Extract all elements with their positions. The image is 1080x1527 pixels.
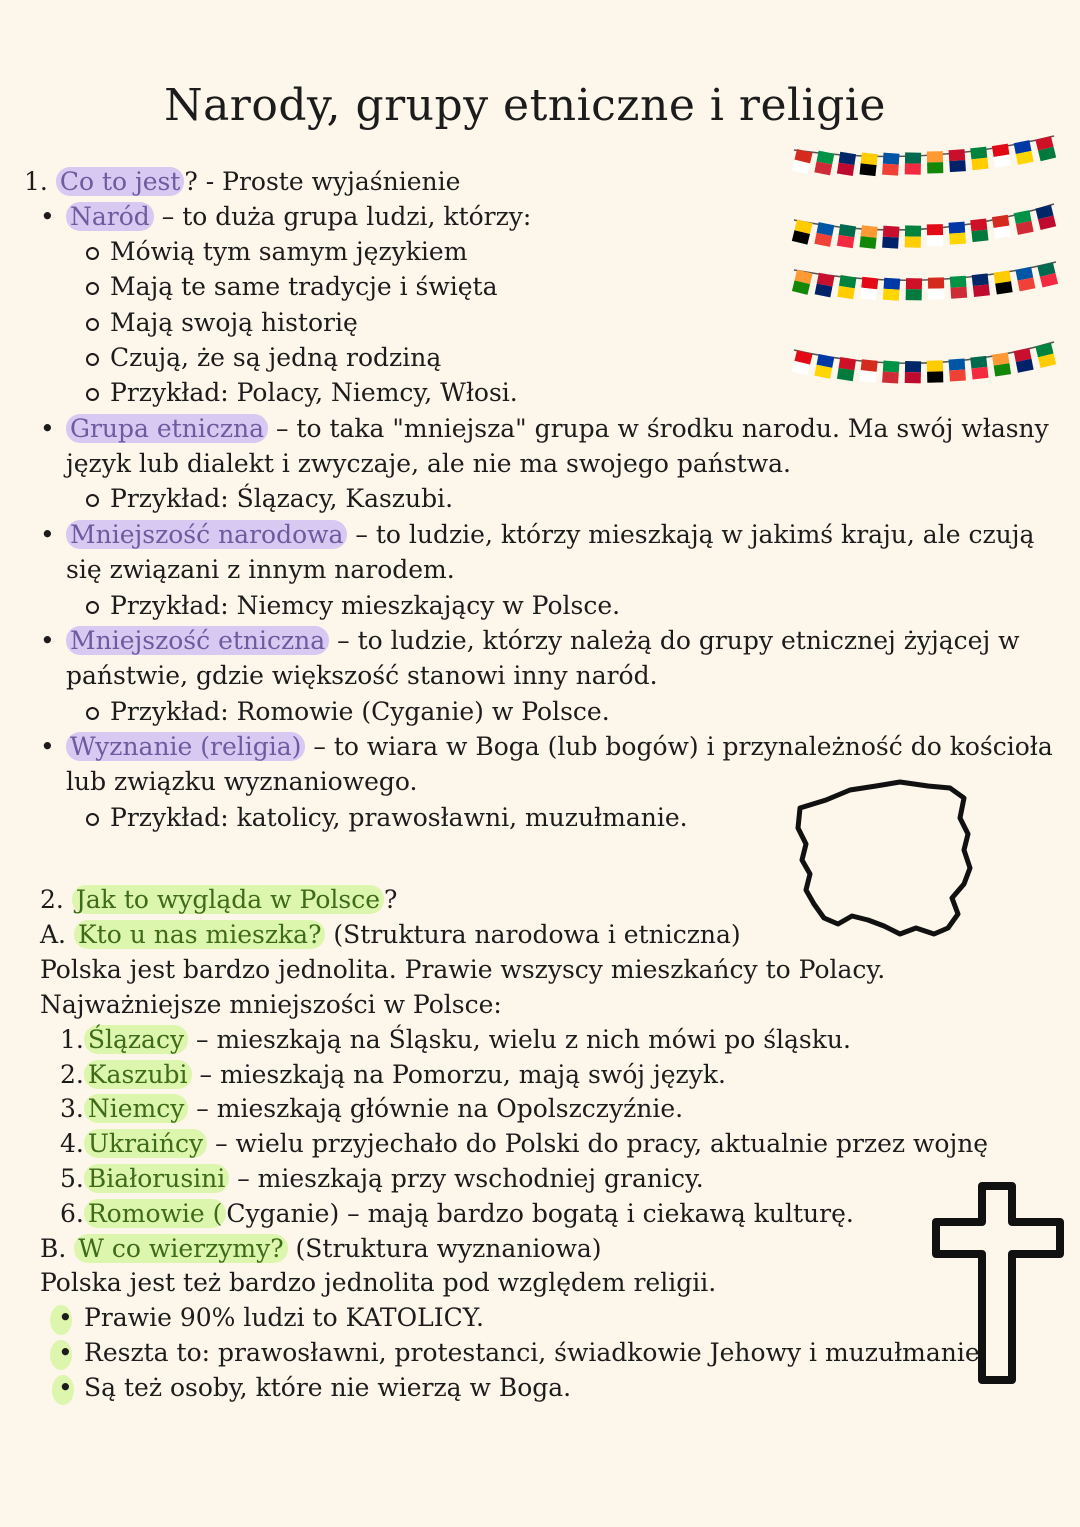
list-item: • Prawie 90% ludzi to KATOLICY. [84,1300,484,1335]
list-item: Przykład: Romowie (Cyganie) w Polsce. [110,694,610,729]
section2b-heading: B. W co wierzymy? (Struktura wyznaniowa) [40,1234,602,1263]
section1-heading: 1. Co to jest ? - Proste wyjaśnienie [24,167,461,196]
mniejszosc-etniczna-cont: państwie, gdzie większość stanowi inny naród. [66,661,658,690]
poland-map-icon [788,778,978,950]
list-item: 6. Romowie ( Cyganie) – mają bardzo bogatą i ciekawą kulturę. [60,1199,854,1228]
list-item: 4. Ukraińcy – wielu przyjechało do Polski do pracy, aktualnie przez wojnę [60,1129,989,1158]
narod-definition: • Naród – to duża grupa ludzi, którzy: [66,199,531,234]
section2-heading: 2. Jak to wygląda w Polsce ? [40,885,398,914]
list-item: Czują, że są jedną rodziną [110,340,441,375]
list-item: Mówią tym samym językiem [110,234,467,269]
page-title: Narody, grupy etniczne i religie [164,80,886,131]
wyznanie-definition: • Wyznanie (religia) – to wiara w Boga (lub bogów) i przynależność do kościoła [66,729,1053,764]
grupa-definition: • Grupa etniczna – to taka "mniejsza" grupa w środku narodu. Ma swój własny [66,411,1049,446]
list-item: 5. Białorusini – mieszkają przy wschodniej granicy. [60,1164,704,1193]
list-item: Przykład: Ślązacy, Kaszubi. [110,481,453,516]
cross-icon [930,1180,1066,1386]
list-item: 1. Ślązacy – mieszkają na Śląsku, wielu z nich mówi po śląsku. [60,1025,851,1054]
list-item: 2. Kaszubi – mieszkają na Pomorzu, mają swój język. [60,1060,726,1089]
mniejszosc-narodowa-definition: • Mniejszość narodowa – to ludzie, którzy mieszkają w jakimś kraju, ale czują [66,517,1034,552]
list-item: • Są też osoby, które nie wierzą w Boga. [84,1370,571,1405]
paragraph: Polska jest bardzo jednolita. Prawie wszyscy mieszkańcy to Polacy. [40,955,886,984]
mniejszosc-narodowa-cont: się związani z innym narodem. [66,555,455,584]
list-item: Mają swoją historię [110,305,358,340]
grupa-definition-cont: język lub dialekt i zwyczaje, ale nie ma swojego państwa. [66,449,791,478]
paragraph: Polska jest też bardzo jednolita pod względem religii. [40,1268,717,1297]
section1-highlight: Co to jest [56,167,185,196]
list-item: Przykład: katolicy, prawosławni, muzułmanie. [110,800,688,835]
section2a-heading: A. Kto u nas mieszka? (Struktura narodowa i etniczna) [40,920,741,949]
list-item: Mają te same tradycje i święta [110,269,498,304]
wyznanie-cont: lub związku wyznaniowego. [66,767,418,796]
list-item: 3. Niemcy – mieszkają głównie na Opolszczyźnie. [60,1094,684,1123]
paragraph: Najważniejsze mniejszości w Polsce: [40,990,502,1019]
mniejszosc-etniczna-definition: • Mniejszość etniczna – to ludzie, którzy należą do grupy etnicznej żyjącej w [66,623,1020,658]
list-item: Przykład: Polacy, Niemcy, Włosi. [110,375,518,410]
list-item: Przykład: Niemcy mieszkający w Polsce. [110,588,620,623]
flag-garland-icon [780,130,1070,410]
list-item: • Reszta to: prawosławni, protestanci, świadkowie Jehowy i muzułmanie. [84,1335,988,1370]
